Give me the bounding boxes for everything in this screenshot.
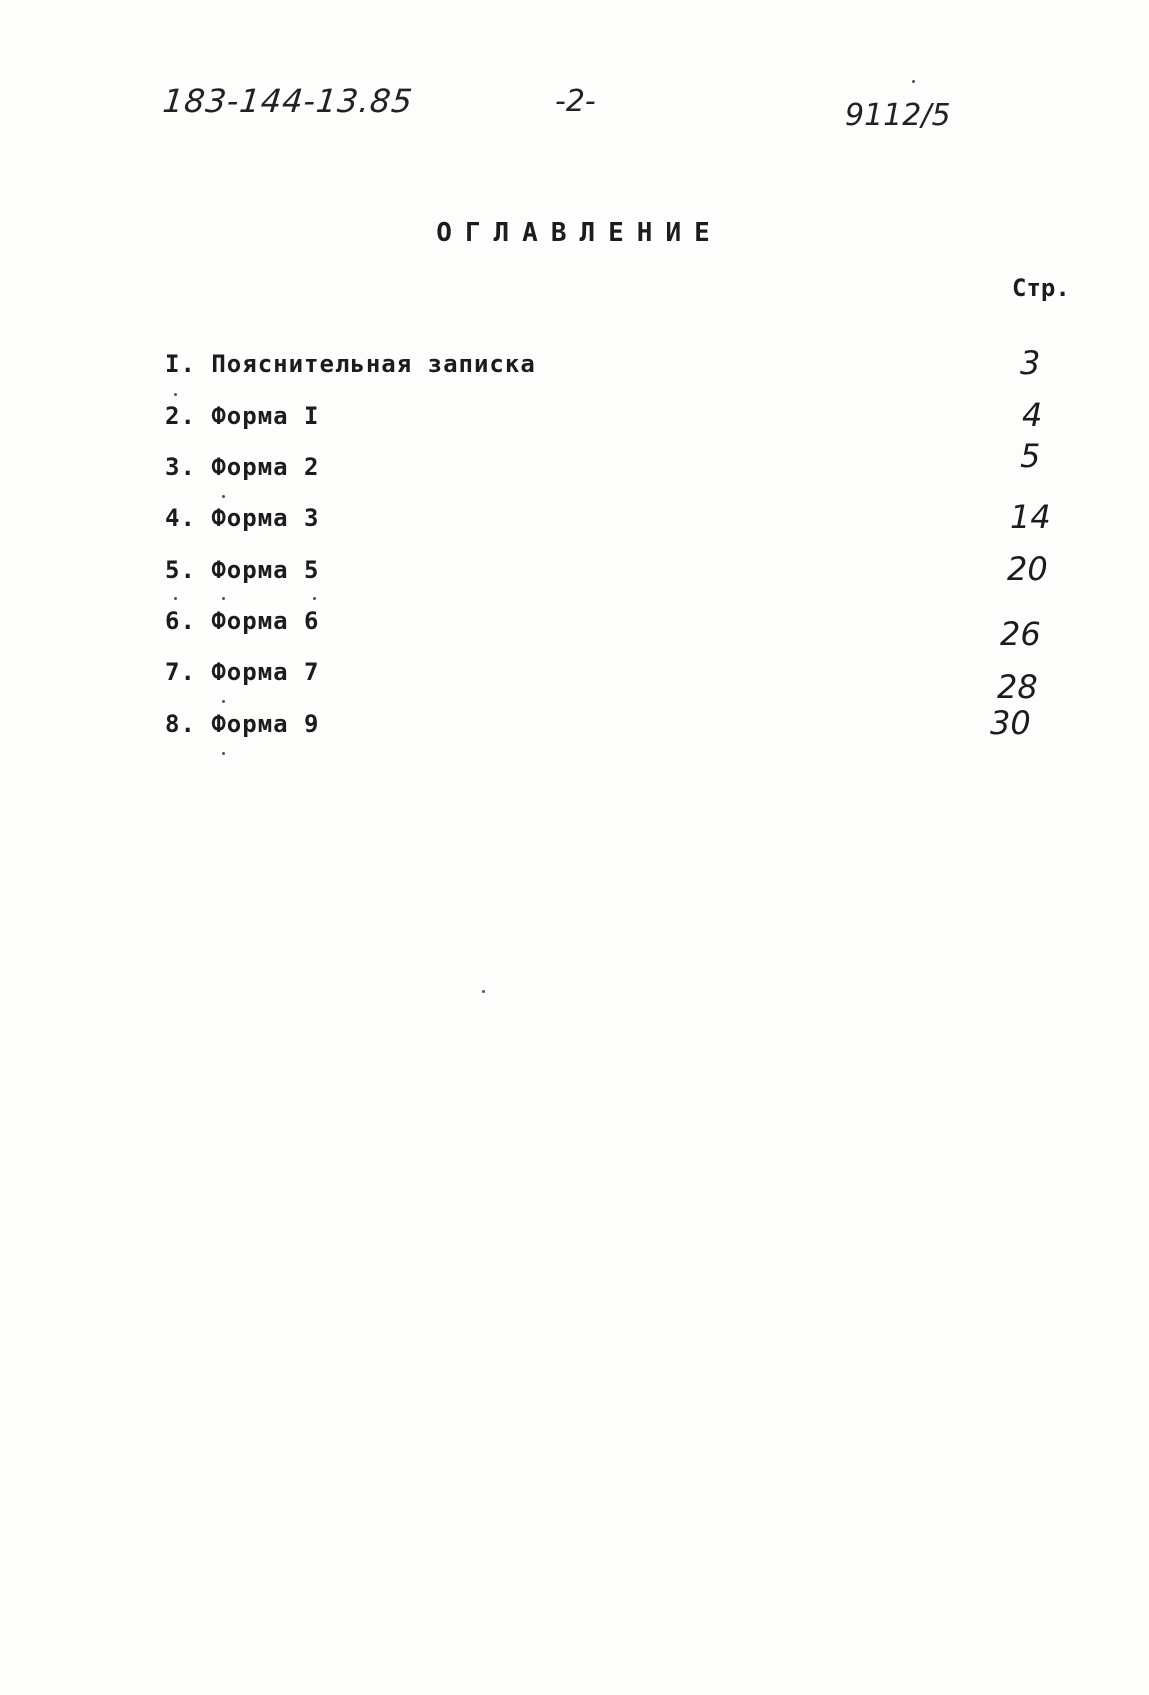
doc-code: 183-144-13.85 bbox=[161, 82, 415, 120]
toc-label: 4. Форма 3 bbox=[165, 504, 320, 532]
toc-row bbox=[165, 607, 1065, 653]
page-title: ОГЛАВЛЕНИЕ bbox=[436, 218, 723, 248]
toc-page-number: 20 bbox=[1007, 550, 1048, 588]
toc-page-number: 5 bbox=[1020, 437, 1041, 475]
ink-speck bbox=[222, 700, 225, 703]
ink-speck bbox=[482, 990, 485, 993]
page-column-header: Стр. bbox=[1012, 274, 1070, 302]
toc-page-number: 4 bbox=[1022, 396, 1043, 434]
ink-speck bbox=[174, 597, 177, 600]
toc-row bbox=[165, 658, 1065, 706]
toc-page-number: 3 bbox=[1020, 344, 1041, 382]
ink-speck bbox=[222, 752, 225, 755]
toc-row bbox=[165, 704, 1065, 750]
toc-row bbox=[165, 437, 1065, 493]
page-number: -2- bbox=[555, 84, 596, 119]
toc-page-number: 30 bbox=[990, 704, 1031, 742]
toc-label: 5. Форма 5 bbox=[165, 556, 320, 584]
toc-page-number: 14 bbox=[1010, 498, 1051, 536]
toc-row bbox=[165, 344, 1065, 390]
toc-page-number: 28 bbox=[997, 668, 1038, 706]
toc-label: 8. Форма 9 bbox=[165, 710, 320, 738]
toc-label: 2. Форма I bbox=[165, 402, 320, 430]
ink-speck bbox=[222, 597, 225, 600]
ink-speck bbox=[912, 80, 915, 83]
toc-label: 6. Форма 6 bbox=[165, 607, 320, 635]
ink-speck bbox=[174, 393, 177, 396]
toc-label: I. Пояснительная записка bbox=[165, 350, 536, 378]
ink-speck bbox=[313, 597, 316, 600]
archive-number: 9112/5 bbox=[845, 98, 951, 133]
toc-row bbox=[165, 396, 1065, 442]
toc-label: 3. Форма 2 bbox=[165, 453, 320, 481]
toc-row bbox=[165, 550, 1065, 596]
ink-speck bbox=[222, 495, 225, 498]
toc-row bbox=[165, 498, 1065, 544]
toc-label: 7. Форма 7 bbox=[165, 658, 320, 686]
toc-page-number: 26 bbox=[1000, 615, 1041, 653]
